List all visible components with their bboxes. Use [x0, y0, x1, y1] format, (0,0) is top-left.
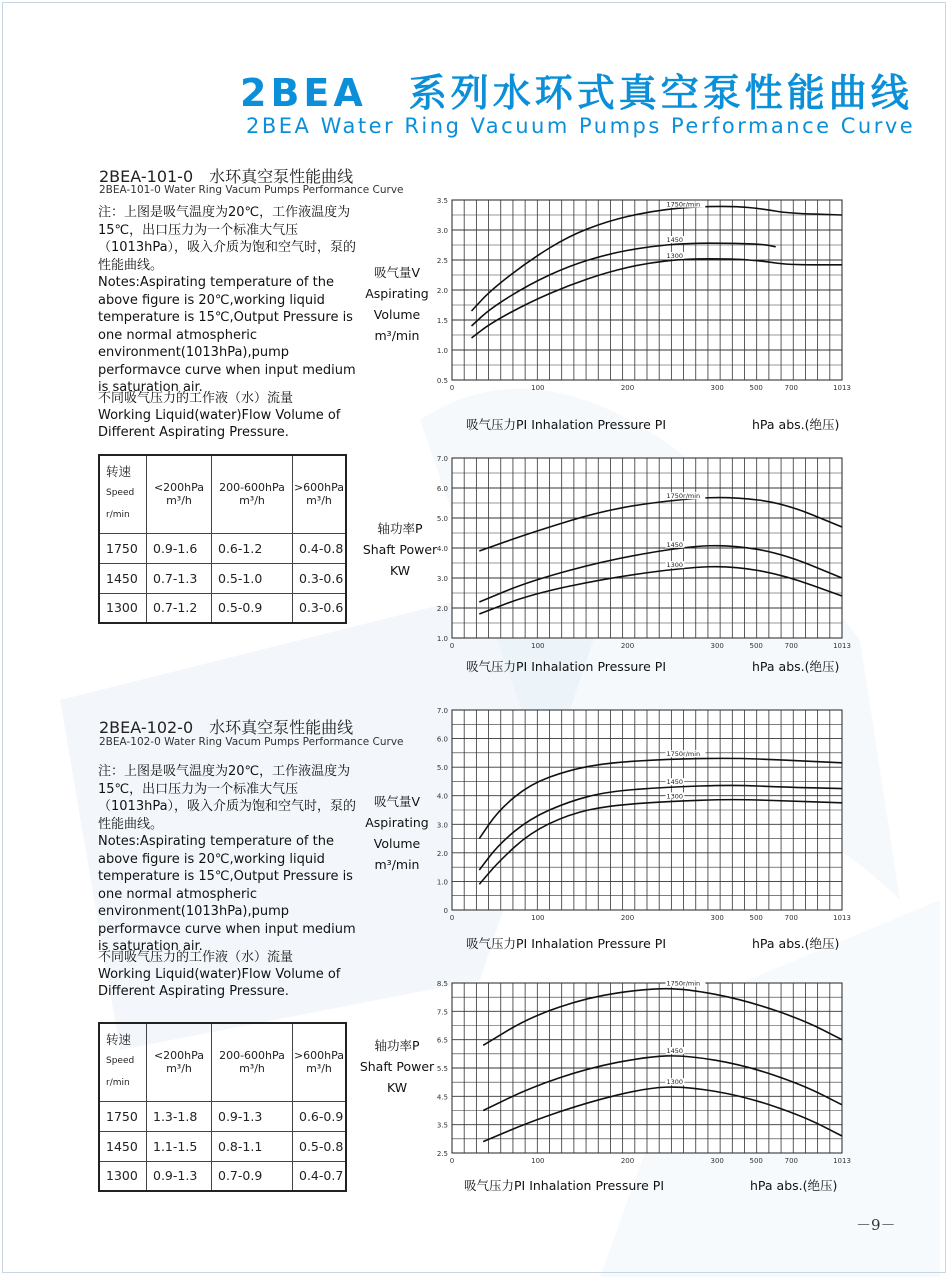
chart-1-ylabel: 吸气量V Aspirating Volume m³/min [365, 265, 429, 343]
table-row: 1300 0.9-1.3 0.7-0.9 0.4-0.7 [99, 1161, 346, 1191]
x-tick-label: 100 [531, 1157, 545, 1165]
section-1-note [98, 204, 360, 397]
y-tick-label: 6.0 [436, 735, 448, 744]
x-tick-label: 300 [710, 1157, 724, 1165]
x-tick-label: 700 [784, 642, 798, 650]
chart-1-volume-101 [425, 188, 855, 413]
chart-3-xlabel: 吸气压力PI Inhalation Pressure PI [466, 936, 667, 951]
x-tick-label: 0 [449, 1157, 455, 1165]
series-label: 1300 [666, 792, 684, 801]
y-tick-label: 1.0 [436, 347, 448, 355]
note-en: Notes:Aspirating temperature of the above figure is 20℃,working liquid temperature is 15℃,Output Pressure is one normal atmospheric environment(1013hPa),pump performavce curve when input medium is saturation air. [98, 834, 356, 954]
page-title-cn: 2BEA 系列水环式真空泵性能曲线 [240, 71, 913, 115]
section-2-flow-table [98, 1022, 347, 1192]
y-tick-label: 7.0 [436, 707, 448, 715]
y-tick-label: 2.0 [436, 287, 448, 295]
series-label: 1300 [666, 561, 684, 570]
x-tick-label: 500 [749, 914, 763, 922]
x-tick-label: 0 [449, 384, 455, 392]
chart-4-xlabel: 吸气压力PI Inhalation Pressure PI [464, 1178, 665, 1193]
y-tick-label: 3.0 [436, 227, 448, 235]
flow-title-cn: 不同吸气压力的工作液（水）流量 [98, 391, 294, 406]
y-tick-label: 5.5 [436, 1065, 448, 1073]
y-tick-label: 0.5 [436, 377, 448, 385]
section-2-title: 2BEA-102-0 水环真空泵性能曲线 [99, 718, 354, 737]
section-1-flow-table [98, 454, 347, 624]
chart-2-power-101 [425, 450, 855, 650]
x-tick-label: 0 [449, 914, 455, 922]
chart-4-xunit: hPa abs.(绝压) [750, 1178, 838, 1193]
x-tick-label: 500 [749, 1157, 763, 1165]
y-tick-label: 7.0 [436, 455, 448, 463]
x-tick-label: 500 [749, 642, 763, 650]
chart-2-ylabel: 轴功率P Shaft Power KW [362, 521, 438, 578]
speed-header: 转速 Speed r/min [99, 1023, 147, 1101]
col-header-2: 200-600hPa m³/h [212, 1023, 293, 1101]
y-tick-label: 6.5 [436, 1036, 448, 1045]
series-label: 1750r/min [666, 750, 701, 759]
x-tick-label: 1013 [833, 914, 851, 922]
x-tick-label: 500 [749, 384, 763, 392]
chart-3-xunit: hPa abs.(绝压) [752, 936, 840, 951]
series-label: 1450 [666, 778, 684, 787]
y-tick-label: 0 [443, 907, 448, 915]
x-tick-label: 100 [531, 384, 545, 392]
x-tick-label: 200 [620, 914, 635, 922]
note-en: Notes:Aspirating temperature of the above figure is 20℃,working liquid temperature is 15℃,Output Pressure is one normal atmospheric environment(1013hPa),pump performavce curve when input medium is saturation air. [98, 275, 356, 395]
series-label: 1300 [666, 1078, 684, 1087]
x-tick-label: 200 [620, 1157, 635, 1165]
table-row: 1750 1.3-1.8 0.9-1.3 0.6-0.9 [99, 1101, 346, 1131]
x-tick-label: 700 [784, 1157, 798, 1165]
chart-4-ylabel: 轴功率P Shaft Power KW [359, 1038, 435, 1095]
chart-3-volume-102 [425, 702, 855, 930]
y-tick-label: 1.0 [436, 635, 448, 643]
page-title-en: 2BEA Water Ring Vacuum Pumps Performance Curve [246, 114, 916, 138]
page-number: －9－ [856, 1216, 896, 1234]
chart-3-ylabel: 吸气量V Aspirating Volume m³/min [365, 794, 429, 872]
y-tick-label: 2.0 [436, 605, 448, 613]
y-tick-label: 2.5 [436, 1150, 448, 1158]
x-tick-label: 200 [620, 384, 635, 392]
y-tick-label: 3.0 [436, 821, 448, 830]
flow-title-cn: 不同吸气压力的工作液（水）流量 [98, 950, 294, 965]
y-tick-label: 1.0 [436, 878, 448, 887]
col-header-2: 200-600hPa m³/h [212, 455, 293, 533]
x-tick-label: 1013 [833, 384, 851, 392]
note-cn: 注：上图是吸气温度为20℃，工作液温度为15℃，出口压力为一个标准大气压（1013hPa），吸入介质为饱和空气时，泵的性能曲线。 [98, 764, 357, 832]
series-label: 1750r/min [666, 200, 701, 209]
x-tick-label: 100 [531, 914, 545, 922]
x-tick-label: 300 [710, 642, 724, 650]
section-2-subtitle: 2BEA-102-0 Water Ring Vacum Pumps Performance Curve [99, 736, 404, 748]
y-tick-label: 3.5 [436, 1121, 448, 1130]
chart-2-xlabel: 吸气压力PI Inhalation Pressure PI [466, 659, 667, 674]
chart-1-xunit: hPa abs.(绝压) [752, 417, 840, 432]
y-tick-label: 2.0 [436, 849, 448, 858]
x-tick-label: 0 [449, 642, 455, 650]
col-header-3: >600hPa m³/h [293, 1023, 347, 1101]
y-tick-label: 3.5 [436, 197, 448, 205]
x-tick-label: 200 [620, 642, 635, 650]
flow-title-en: Working Liquid(water)Flow Volume of Different Aspirating Pressure. [98, 967, 341, 999]
series-label: 1750r/min [666, 979, 701, 988]
x-tick-label: 1013 [833, 1157, 851, 1165]
table-row: 1750 0.9-1.6 0.6-1.2 0.4-0.8 [99, 533, 346, 563]
note-cn: 注：上图是吸气温度为20℃，工作液温度为15℃，出口压力为一个标准大气压（1013hPa），吸入介质为饱和空气时，泵的性能曲线。 [98, 205, 357, 273]
table-row: 1300 0.7-1.2 0.5-0.9 0.3-0.6 [99, 593, 346, 623]
y-tick-label: 5.0 [436, 515, 448, 523]
y-tick-label: 3.0 [436, 575, 448, 583]
y-tick-label: 8.5 [436, 980, 448, 988]
x-tick-label: 1013 [833, 642, 851, 650]
chart-4-power-102 [425, 975, 855, 1171]
chart-1-xlabel: 吸气压力PI Inhalation Pressure PI [466, 417, 667, 432]
section-2-note [98, 763, 360, 956]
table-row: 1450 0.7-1.3 0.5-1.0 0.3-0.6 [99, 563, 346, 593]
y-tick-label: 1.5 [436, 317, 448, 325]
col-header-1: <200hPa m³/h [147, 1023, 212, 1101]
speed-header: 转速 Speed r/min [99, 455, 147, 533]
flow-title-en: Working Liquid(water)Flow Volume of Different Aspirating Pressure. [98, 408, 341, 440]
section-1-subtitle: 2BEA-101-0 Water Ring Vacum Pumps Performance Curve [99, 184, 404, 196]
x-tick-label: 700 [784, 384, 798, 392]
x-tick-label: 700 [784, 914, 798, 922]
section-1-flow-title [98, 390, 348, 441]
series-label: 1750r/min [666, 492, 701, 501]
chart-2-xunit: hPa abs.(绝压) [752, 659, 840, 674]
y-tick-label: 5.0 [436, 764, 448, 773]
x-tick-label: 100 [531, 642, 545, 650]
y-tick-label: 4.0 [436, 545, 448, 553]
section-2-flow-title [98, 949, 348, 1000]
series-label: 1450 [666, 540, 684, 549]
series-label: 1450 [666, 1046, 684, 1055]
table-row: 1450 1.1-1.5 0.8-1.1 0.5-0.8 [99, 1131, 346, 1161]
y-tick-label: 6.0 [436, 485, 448, 493]
x-tick-label: 300 [710, 384, 724, 392]
col-header-3: >600hPa m³/h [293, 455, 347, 533]
section-1-title: 2BEA-101-0 水环真空泵性能曲线 [99, 167, 354, 186]
y-tick-label: 4.5 [436, 1093, 448, 1102]
x-tick-label: 300 [710, 914, 724, 922]
y-tick-label: 4.0 [436, 792, 448, 801]
series-label: 1450 [666, 236, 684, 244]
y-tick-label: 2.5 [436, 257, 448, 265]
y-tick-label: 7.5 [436, 1008, 448, 1017]
series-label: 1300 [666, 251, 684, 260]
col-header-1: <200hPa m³/h [147, 455, 212, 533]
